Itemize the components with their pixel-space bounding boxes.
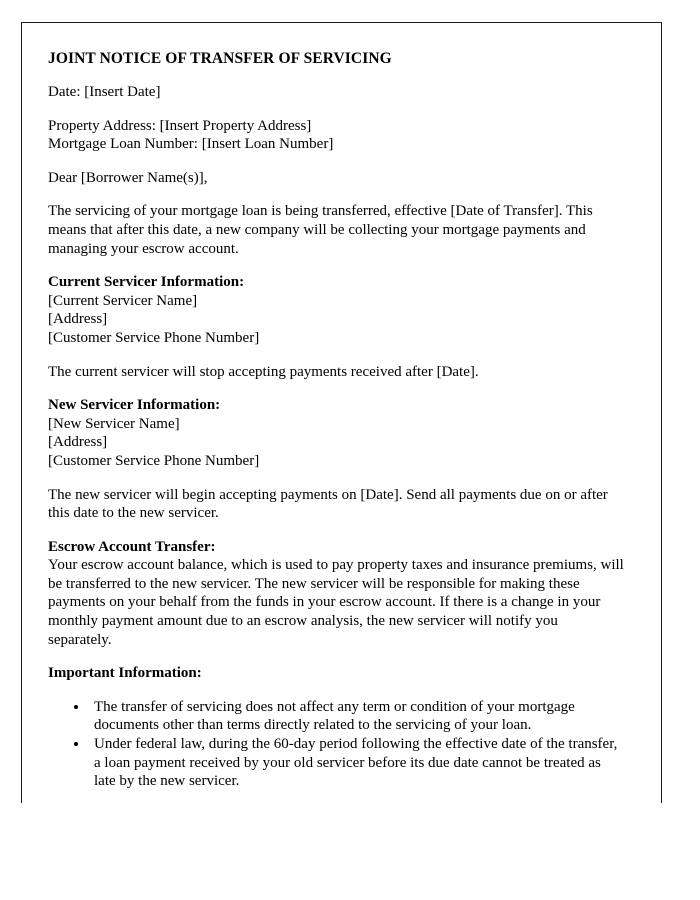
property-and-loan-block [48,117,625,154]
current-servicer-note: The current servicer will stop accepting payments received after [Date]. [48,363,479,380]
list-item: • Under federal law, during the 60-day period following the effective date of the transfer, a loan payment received by your old servicer before its due date cannot be treated as late by the new servicer. [89,735,625,791]
escrow-body: Your escrow account balance, which is used to pay property taxes and insurance premiums, will be transferred to the new servicer. The new servicer will be responsible for making these payments on your behalf from the funds in your escrow account. If there is a change in your monthly payment amount due to an escrow analysis, the new servicer will notify you separately. [48,557,624,648]
list-item: • The transfer of servicing does not affect any term or condition of your mortgage documents other than terms directly related to the servicing of your loan. [89,698,625,735]
intro-paragraph: The servicing of your mortgage loan is being transferred, effective [Date of Transfer]. This means that after this date, a new company will be collecting your mortgage payments and managing your escrow account. [48,203,593,257]
new-servicer-heading: New Servicer Information: [48,397,221,414]
loan-number-line: Mortgage Loan Number: [Insert Loan Number] [48,136,334,153]
current-servicer-phone: [Customer Service Phone Number] [48,329,260,346]
current-servicer-name: [Current Servicer Name] [48,292,198,309]
property-address-line: Property Address: [Insert Property Address] [48,117,312,134]
current-servicer-heading: Current Servicer Information: [48,274,245,291]
new-servicer-phone: [Customer Service Phone Number] [48,452,260,469]
current-servicer-address: [Address] [48,311,108,328]
escrow-block [48,538,625,650]
escrow-heading: Escrow Account Transfer: [48,538,216,555]
document-page [21,22,662,803]
new-servicer-block [48,396,625,470]
new-servicer-name: [New Servicer Name] [48,415,180,432]
important-information-heading: Important Information: [48,665,202,682]
important-information-list [48,698,625,791]
salutation: Dear [Borrower Name(s)], [48,169,208,186]
new-servicer-address: [Address] [48,434,108,451]
document-title: JOINT NOTICE OF TRANSFER OF SERVICING [48,50,392,67]
new-servicer-note: The new servicer will begin accepting payments on [Date]. Send all payments due on or after this date to the new servicer. [48,486,608,522]
current-servicer-block [48,273,625,347]
document-body [22,23,661,791]
date-line: Date: [Insert Date] [48,84,161,100]
